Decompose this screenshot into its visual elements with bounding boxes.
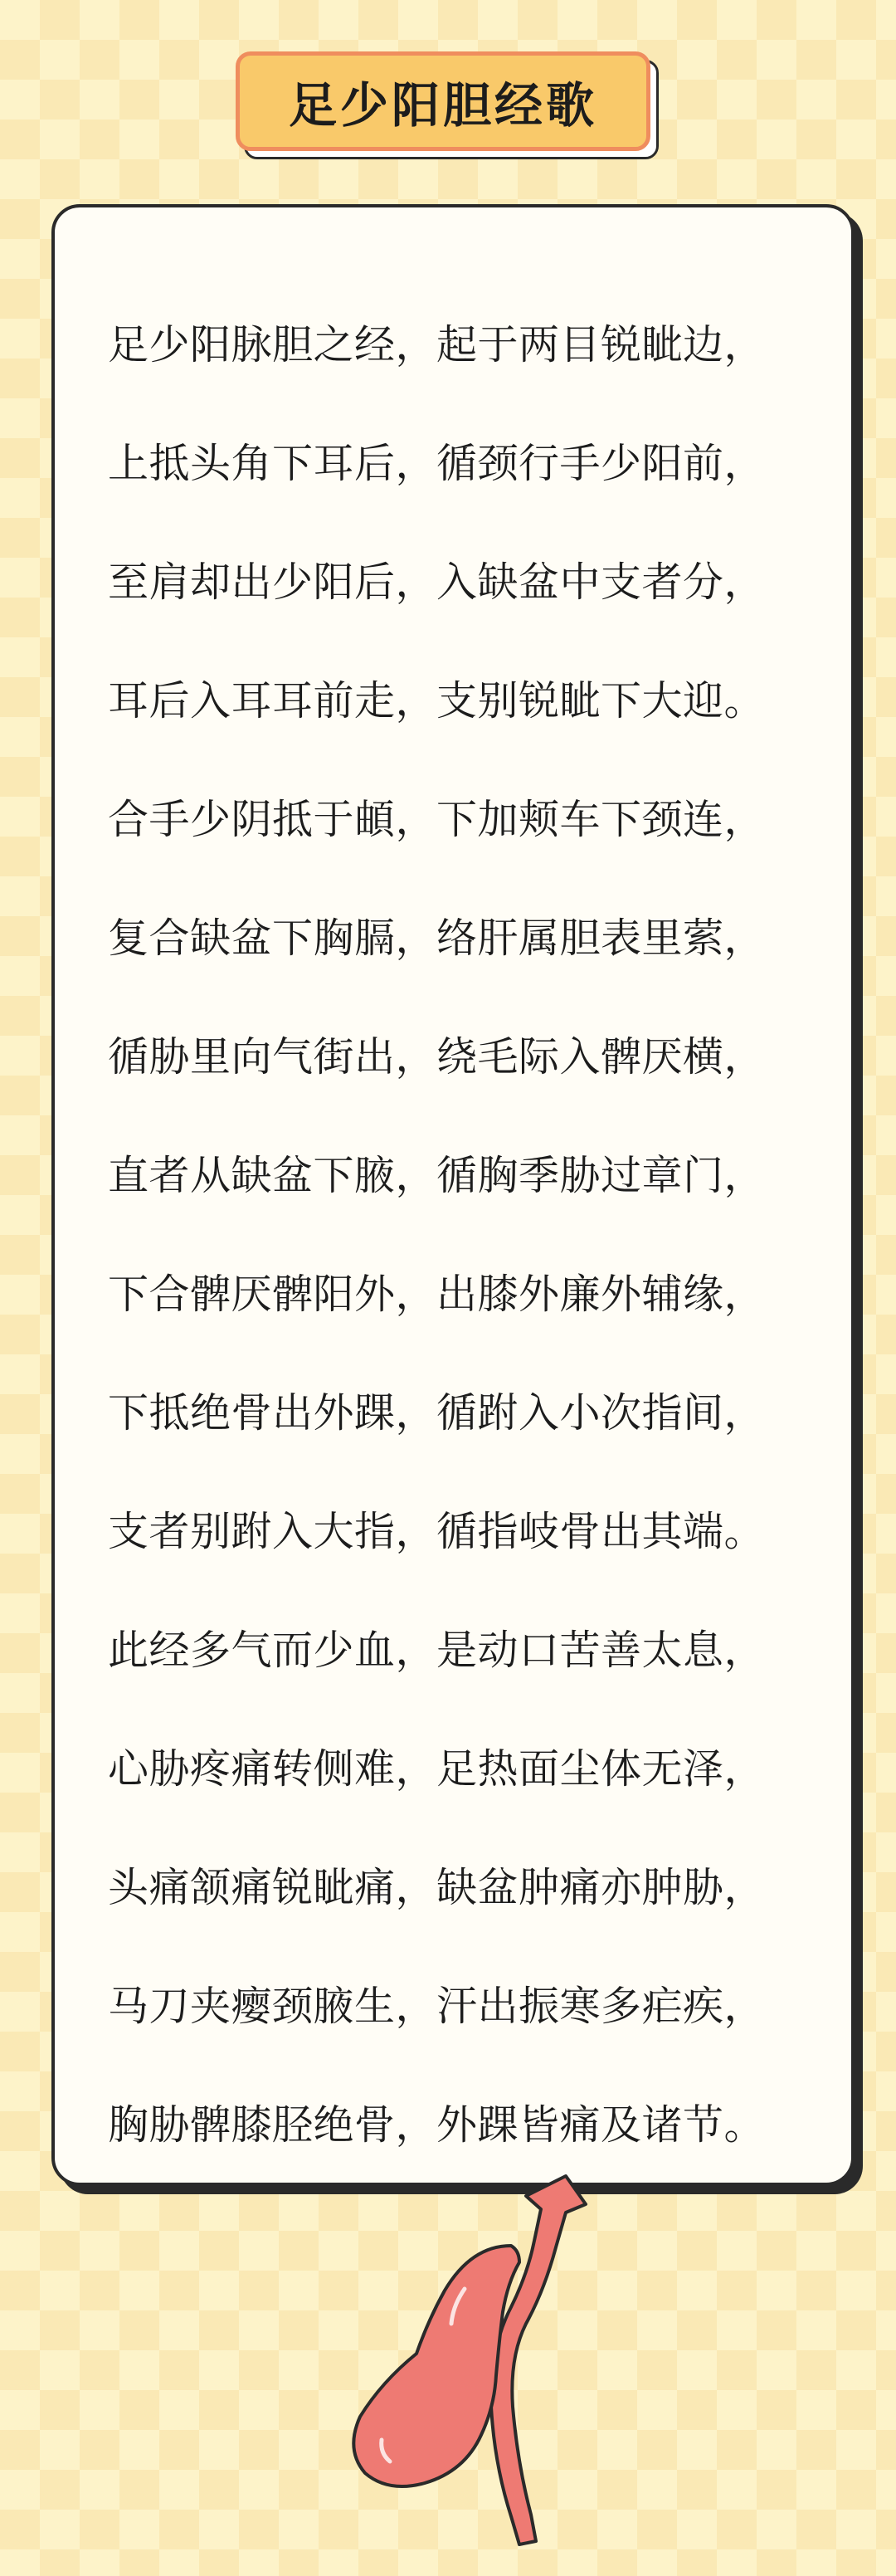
poem-line: 循胁里向气街出，绕毛际入髀厌横， [108,1033,766,1081]
poem-line: 头痛颔痛锐眦痛，缺盆肿痛亦肿胁， [108,1864,766,1911]
poem-line: 胸胁髀膝胫绝骨，外踝皆痛及诸节。 [108,2101,766,2149]
poem-line: 上抵头角下耳后，循颈行手少阳前， [108,440,766,487]
poem-line: 至肩却出少阳后，入缺盆中支者分， [108,559,766,606]
gallbladder-icon [348,2158,597,2556]
page-title: 足少阳胆经歌 [288,77,597,134]
poem-line: 复合缺盆下胸膈，络肝属胆表里萦， [108,915,766,962]
title-banner [236,51,660,161]
poem-line: 心胁疼痛转侧难，足热面尘体无泽， [108,1745,766,1793]
poem-card [51,204,855,2186]
poem-line: 足少阳脉胆之经，起于两目锐眦边， [108,321,766,368]
poem-line: 马刀夹瘿颈腋生，汗出振寒多疟疾， [108,1983,766,2030]
title-box [236,51,650,151]
poem-line: 耳后入耳耳前走，支别锐眦下大迎。 [108,677,766,724]
poem-line: 直者从缺盆下腋，循胸季胁过章门， [108,1152,766,1199]
poem-line: 合手少阴抵于頔，下加颊车下颈连， [108,796,766,843]
poem-line: 支者别跗入大指，循指岐骨出其端。 [108,1508,766,1555]
poem-line: 此经多气而少血，是动口苦善太息， [108,1627,766,1674]
poem-line: 下合髀厌髀阳外，出膝外廉外辅缘， [108,1271,766,1318]
poem-line: 下抵绝骨出外踝，循跗入小次指间， [108,1389,766,1437]
